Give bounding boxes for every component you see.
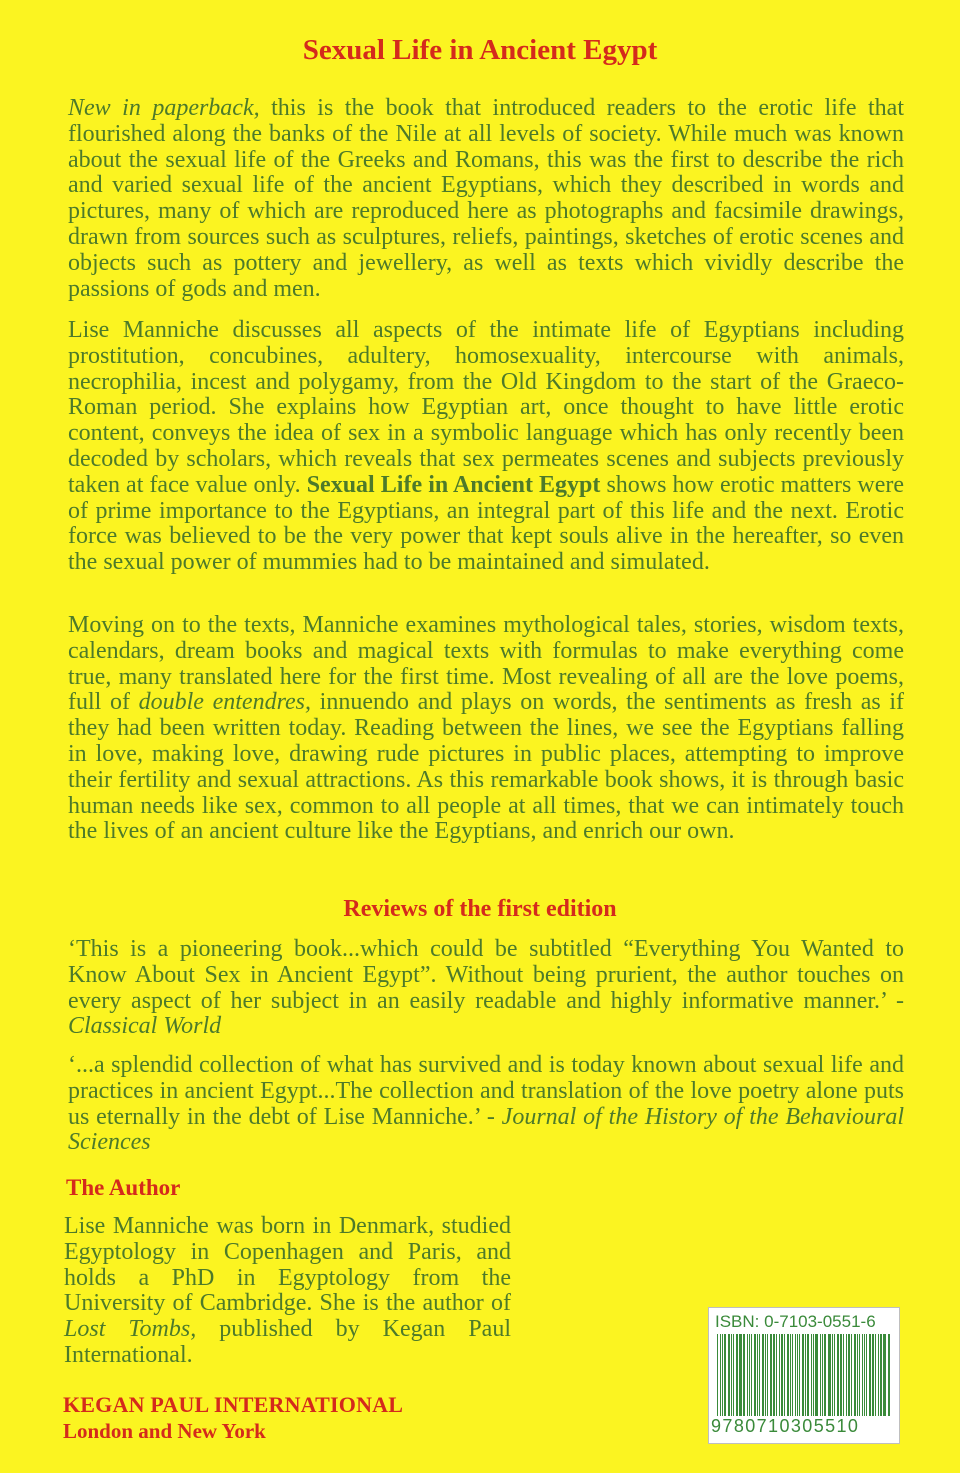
barcode-bar [765,1334,766,1416]
paragraph-3-text-b: innuendo and plays on words, the sentiments as fresh as if they had been written today. Reading between the lines, we see the Egyptians falling in love, making love, drawing rude pictures in public places, attempting to improve their fertility and sexual attractions. As this remarkable book shows, it is through basic human needs like sex, common to all people at all times, that we can intimately touch the lives of an ancient culture like the Egyptians, and enrich our own. [68,689,905,845]
barcode-bar [724,1334,726,1416]
barcode-bar [787,1334,789,1416]
paragraph-2-text-a: Lise Manniche discusses all aspects of the intimate life of Egyptians including prostitution, concubines, adultery, homosexuality, intercourse with animals, necrophilia, incest and polygamy, from the Old Kingdom to the start of the Graeco-Roman period. She explains how Egyptian art, once thought to have little erotic content, conveys the idea of sex in a symbolic language which has only recently been decoded by scholars, which reveals that sex permeates scenes and subjects previously taken at face value only. [68,317,904,498]
paragraph-3-italic: double entendres, [138,689,312,716]
paragraph-2-text-b: shows how erotic matters were of prime importance to the Egyptians, an integral part of this life and the next. Erotic force was believed to be the very power that kept souls alive in the hereafter, so even the sexual power of mummies had to be maintained and simulated. [68,471,904,576]
barcode-bar [864,1334,865,1416]
author-book-title: Lost Tombs, [64,1316,197,1343]
review-1-source: Classical World [68,1013,222,1040]
paragraph-2-book-title: Sexual Life in Ancient Egypt [306,471,601,498]
barcode-bar [866,1334,867,1416]
barcode-bar [880,1334,882,1416]
barcode-bar [795,1334,796,1416]
barcode-bar [731,1334,732,1416]
barcode-bar [739,1334,742,1416]
barcode-bar [759,1334,760,1416]
barcode-bar [851,1334,852,1416]
paperback-note: New in paperback, [68,95,260,121]
barcode-bar [790,1334,791,1416]
author-heading: The Author [66,1175,181,1200]
barcode-bar [815,1334,818,1416]
barcode-bar [822,1334,823,1416]
barcode-bar [720,1334,721,1416]
author-bio [64,1214,511,1369]
barcode-bar [875,1334,876,1416]
barcode-bar [770,1334,772,1416]
barcode-bar [773,1334,775,1416]
barcode-bar [767,1334,768,1416]
review-2 [68,1053,904,1156]
review-2-text: ‘...a splendid collection of what has survived and is today known about sexual life and practices in ancient Egypt...The collection and translation of the love poetry alone puts us eternally in the debt of Lise Manniche.’ - [68,1052,904,1130]
barcode-bar [834,1334,835,1416]
publisher-city: London and New York [63,1419,266,1443]
barcode-bar [854,1334,856,1416]
barcode-digits: 9780710305510 [711,1416,860,1436]
barcode-bar [811,1334,812,1416]
publisher-block [63,1392,403,1444]
description-paragraph-2 [68,318,904,576]
barcode-bar [749,1334,750,1416]
barcode-bar [813,1334,814,1416]
barcode-bar [743,1334,745,1416]
barcode-bar [736,1334,738,1416]
author-bio-text-a: Lise Manniche was born in Denmark, studied Egyptology in Copenhagen and Paris, and holds a PhD in Egyptology from the University of Cambridge. She is the author of [64,1213,511,1317]
review-1-text: ‘This is a pioneering book...which could be subtitled “Everything You Wanted to Know About Sex in Ancient Egypt”. Without being prurient, the author touches on every aspect of her subject in an easily readable and highly informative manner.’ - [68,936,904,1014]
barcode-bar [717,1334,718,1416]
barcode-bar [837,1334,839,1416]
paragraph-1-text: this is the book that introduced readers to the erotic life that flourished along the banks of the Nile at all levels of society. While much was known about the sexual life of the Greeks and Romans, this was the first to describe the rich and varied sexual life of the ancient Egyptians, which they described in words and pictures, many of which are reproduced here as photographs and facsimile drawings, drawn from sources such as sculptures, reliefs, paintings, sketches of erotic scenes and objects such as pottery and jewellery, as well as texts which vividly describe the passions of gods and men. [68,95,905,302]
isbn-label: ISBN: 0-7103-0551-6 [715,1312,876,1331]
barcode-bar [848,1334,850,1416]
barcode-bar [843,1334,844,1416]
book-title: Sexual Life in Ancient Egypt [302,34,658,66]
barcode-bars [715,1334,893,1416]
barcode-bar [802,1334,804,1416]
barcode-bar [776,1334,777,1416]
barcode-bar [828,1334,831,1416]
barcode-bar [762,1334,764,1416]
barcode-bar [805,1334,806,1416]
barcode-bar [781,1334,783,1416]
barcode-bar [888,1334,890,1416]
barcode-bar [722,1334,723,1416]
barcode-bar [859,1334,860,1416]
description-paragraph-3 [68,613,904,845]
barcode-bar [846,1334,847,1416]
barcode-bar [797,1334,798,1416]
author-bio-text-b: published by Kegan Paul International. [64,1316,512,1368]
review-2-source: Journal of the History of the Behavioural Sciences [68,1103,904,1156]
barcode-bar [757,1334,758,1416]
barcode-bar [862,1334,863,1416]
barcode-bar [840,1334,842,1416]
barcode-bar [747,1334,748,1416]
barcode-bar [754,1334,756,1416]
barcode-bar [857,1334,858,1416]
barcode-bar [728,1334,730,1416]
barcode-bar [869,1334,871,1416]
barcode-bar [733,1334,734,1416]
barcode-bar [799,1334,800,1416]
barcode-bar [832,1334,833,1416]
barcode-bar [751,1334,752,1416]
barcode-bar [792,1334,793,1416]
publisher-name: KEGAN PAUL INTERNATIONAL [63,1392,404,1417]
barcode-bar [872,1334,874,1416]
reviews-heading: Reviews of the first edition [343,896,617,922]
barcode-bar [824,1334,826,1416]
barcode-bar [878,1334,879,1416]
isbn-barcode [708,1307,900,1444]
description-paragraph-1 [68,96,904,302]
review-1 [68,937,904,1040]
barcode-bar [807,1334,809,1416]
barcode-bar [784,1334,785,1416]
paragraph-3-text-a: Moving on to the texts, Manniche examines mythological tales, stories, wisdom texts, calendars, dream books and magical texts with formulas to make everything come true, many translated here for the first time. Most revealing of all are the love poems, full of [68,612,904,716]
barcode-bar [779,1334,780,1416]
barcode-bar [883,1334,886,1416]
barcode-bar [820,1334,821,1416]
